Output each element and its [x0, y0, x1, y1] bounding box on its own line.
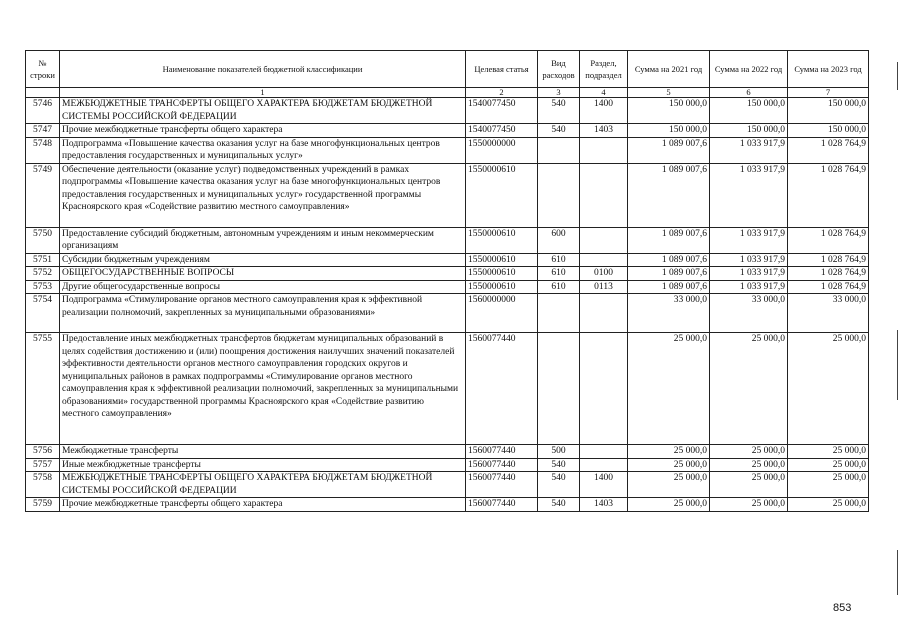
section-code: 0100 [580, 267, 628, 281]
column-number: 1 [60, 88, 466, 98]
sum-2022: 1 033 917,9 [710, 163, 788, 227]
indicator-name: Прочие межбюджетные трансферты общего характера [60, 498, 466, 512]
section-code [580, 163, 628, 227]
header-sum-2022: Сумма на 2022 год [710, 51, 788, 88]
table-row [26, 137, 869, 163]
target-article: 1550000610 [466, 267, 538, 281]
section-code: 1403 [580, 498, 628, 512]
table-row [26, 253, 869, 267]
sum-2023: 33 000,0 [788, 294, 869, 333]
sum-2023: 1 028 764,9 [788, 280, 869, 294]
expense-type [538, 163, 580, 227]
indicator-name: Предоставление субсидий бюджетным, автономным учреждениям и иным некоммерческим организациям [60, 227, 466, 253]
scan-edge-mark [897, 550, 898, 595]
expense-type: 610 [538, 280, 580, 294]
section-code [580, 458, 628, 472]
table-row [26, 498, 869, 512]
target-article: 1560077440 [466, 333, 538, 445]
target-article: 1550000610 [466, 280, 538, 294]
sum-2021: 25 000,0 [628, 472, 710, 498]
target-article: 1560077440 [466, 445, 538, 459]
target-article: 1560077440 [466, 458, 538, 472]
table-row [26, 294, 869, 333]
table-row [26, 472, 869, 498]
table-row [26, 445, 869, 459]
expense-type: 610 [538, 267, 580, 281]
header-row [26, 51, 869, 88]
table-row [26, 124, 869, 138]
sum-2023: 25 000,0 [788, 333, 869, 445]
table-row [26, 280, 869, 294]
scan-edge-mark [897, 62, 898, 90]
target-article: 1550000610 [466, 163, 538, 227]
scan-edge-mark [897, 330, 898, 400]
sum-2022: 1 033 917,9 [710, 227, 788, 253]
row-number: 5754 [26, 294, 60, 333]
sum-2022: 1 033 917,9 [710, 280, 788, 294]
table-row [26, 227, 869, 253]
indicator-name: Иные межбюджетные трансферты [60, 458, 466, 472]
sum-2021: 33 000,0 [628, 294, 710, 333]
sum-2023: 1 028 764,9 [788, 163, 869, 227]
sum-2021: 1 089 007,6 [628, 163, 710, 227]
row-number: 5751 [26, 253, 60, 267]
sum-2022: 150 000,0 [710, 124, 788, 138]
indicator-name: ОБЩЕГОСУДАРСТВЕННЫЕ ВОПРОСЫ [60, 267, 466, 281]
header-indicator-name: Наименование показателей бюджетной классификации [60, 51, 466, 88]
target-article: 1550000610 [466, 253, 538, 267]
sum-2023: 150 000,0 [788, 124, 869, 138]
indicator-name: Подпрограмма «Стимулирование органов местного самоуправления края к эффективной реализации полномочий, закрепленных за муниципальными образованиями» [60, 294, 466, 333]
sum-2022: 1 033 917,9 [710, 253, 788, 267]
row-number: 5756 [26, 445, 60, 459]
sum-2023: 1 028 764,9 [788, 253, 869, 267]
expense-type: 540 [538, 124, 580, 138]
indicator-name: МЕЖБЮДЖЕТНЫЕ ТРАНСФЕРТЫ ОБЩЕГО ХАРАКТЕРА БЮДЖЕТАМ БЮДЖЕТНОЙ СИСТЕМЫ РОССИЙСКОЙ ФЕДЕРАЦИИ [60, 98, 466, 124]
target-article: 1560077440 [466, 472, 538, 498]
indicator-name: Субсидии бюджетным учреждениям [60, 253, 466, 267]
target-article: 1560077440 [466, 498, 538, 512]
expense-type: 540 [538, 498, 580, 512]
expense-type [538, 294, 580, 333]
expense-type: 600 [538, 227, 580, 253]
sum-2023: 1 028 764,9 [788, 267, 869, 281]
sum-2023: 150 000,0 [788, 98, 869, 124]
section-code: 1400 [580, 98, 628, 124]
sum-2021: 1 089 007,6 [628, 267, 710, 281]
row-number: 5750 [26, 227, 60, 253]
header-row-number: № строки [26, 51, 60, 88]
section-code: 0113 [580, 280, 628, 294]
sum-2023: 1 028 764,9 [788, 227, 869, 253]
table-row [26, 267, 869, 281]
table-row [26, 163, 869, 227]
section-code [580, 294, 628, 333]
row-number: 5757 [26, 458, 60, 472]
sum-2022: 25 000,0 [710, 498, 788, 512]
expense-type: 500 [538, 445, 580, 459]
sum-2023: 25 000,0 [788, 472, 869, 498]
table-row [26, 333, 869, 445]
column-number: 5 [628, 88, 710, 98]
header-target-article: Целевая статья [466, 51, 538, 88]
indicator-name: Подпрограмма «Повышение качества оказания услуг на базе многофункциональных центров предоставления государственных и муниципальных услуг» [60, 137, 466, 163]
sum-2023: 25 000,0 [788, 445, 869, 459]
section-code [580, 227, 628, 253]
expense-type [538, 333, 580, 445]
sum-2021: 1 089 007,6 [628, 280, 710, 294]
column-number: 6 [710, 88, 788, 98]
sum-2021: 25 000,0 [628, 445, 710, 459]
section-code: 1400 [580, 472, 628, 498]
row-number: 5746 [26, 98, 60, 124]
sum-2023: 1 028 764,9 [788, 137, 869, 163]
target-article: 1540077450 [466, 98, 538, 124]
table-row [26, 98, 869, 124]
header-sum-2021: Сумма на 2021 год [628, 51, 710, 88]
sum-2021: 25 000,0 [628, 458, 710, 472]
expense-type [538, 137, 580, 163]
column-number-row [26, 88, 869, 98]
section-code [580, 445, 628, 459]
page-number: 853 [833, 602, 852, 614]
header-expense-type: Вид расходов [538, 51, 580, 88]
row-number: 5749 [26, 163, 60, 227]
column-number [26, 88, 60, 98]
expense-type: 540 [538, 458, 580, 472]
section-code [580, 137, 628, 163]
sum-2021: 25 000,0 [628, 498, 710, 512]
sum-2021: 1 089 007,6 [628, 253, 710, 267]
row-number: 5747 [26, 124, 60, 138]
sum-2021: 25 000,0 [628, 333, 710, 445]
sum-2022: 1 033 917,9 [710, 137, 788, 163]
column-number: 4 [580, 88, 628, 98]
section-code [580, 333, 628, 445]
column-number: 2 [466, 88, 538, 98]
column-number: 7 [788, 88, 869, 98]
section-code: 1403 [580, 124, 628, 138]
target-article: 1560000000 [466, 294, 538, 333]
target-article: 1540077450 [466, 124, 538, 138]
target-article: 1550000000 [466, 137, 538, 163]
row-number: 5758 [26, 472, 60, 498]
sum-2023: 25 000,0 [788, 498, 869, 512]
indicator-name: Межбюджетные трансферты [60, 445, 466, 459]
sum-2022: 33 000,0 [710, 294, 788, 333]
section-code [580, 253, 628, 267]
expense-type: 540 [538, 472, 580, 498]
column-number: 3 [538, 88, 580, 98]
row-number: 5752 [26, 267, 60, 281]
indicator-name: Прочие межбюджетные трансферты общего характера [60, 124, 466, 138]
budget-table [25, 50, 869, 512]
indicator-name: Другие общегосударственные вопросы [60, 280, 466, 294]
sum-2022: 1 033 917,9 [710, 267, 788, 281]
target-article: 1550000610 [466, 227, 538, 253]
indicator-name: МЕЖБЮДЖЕТНЫЕ ТРАНСФЕРТЫ ОБЩЕГО ХАРАКТЕРА БЮДЖЕТАМ БЮДЖЕТНОЙ СИСТЕМЫ РОССИЙСКОЙ ФЕДЕРАЦИИ [60, 472, 466, 498]
row-number: 5759 [26, 498, 60, 512]
expense-type: 540 [538, 98, 580, 124]
sum-2022: 25 000,0 [710, 333, 788, 445]
row-number: 5755 [26, 333, 60, 445]
sum-2022: 25 000,0 [710, 458, 788, 472]
header-sum-2023: Сумма на 2023 год [788, 51, 869, 88]
sum-2021: 150 000,0 [628, 98, 710, 124]
sum-2022: 25 000,0 [710, 472, 788, 498]
sum-2021: 1 089 007,6 [628, 227, 710, 253]
sum-2022: 150 000,0 [710, 98, 788, 124]
sum-2022: 25 000,0 [710, 445, 788, 459]
sum-2021: 150 000,0 [628, 124, 710, 138]
table-row [26, 458, 869, 472]
header-section: Раздел, подраздел [580, 51, 628, 88]
indicator-name: Предоставление иных межбюджетных трансфертов бюджетам муниципальных образований в целях содействия достижению и (или) поощрения достижения наилучших значений показателей эффективности деятельности органов местного самоуправления городских округов и муниципальных районов в рамках подпрограммы «Стимулирование органов местного самоуправления края к эффективной реализации полномочий, закрепленных за муниципальными образованиями» государственной программы Красноярского края «Содействие развитию местного самоуправления» [60, 333, 466, 445]
indicator-name: Обеспечение деятельности (оказание услуг) подведомственных учреждений в рамках подпрограммы «Повышение качества оказания услуг на базе многофункциональных центров предоставления государственных и муниципальных услуг» государственной программы Красноярского края «Содействие развитию местного самоуправления» [60, 163, 466, 227]
sum-2023: 25 000,0 [788, 458, 869, 472]
sum-2021: 1 089 007,6 [628, 137, 710, 163]
row-number: 5748 [26, 137, 60, 163]
row-number: 5753 [26, 280, 60, 294]
expense-type: 610 [538, 253, 580, 267]
